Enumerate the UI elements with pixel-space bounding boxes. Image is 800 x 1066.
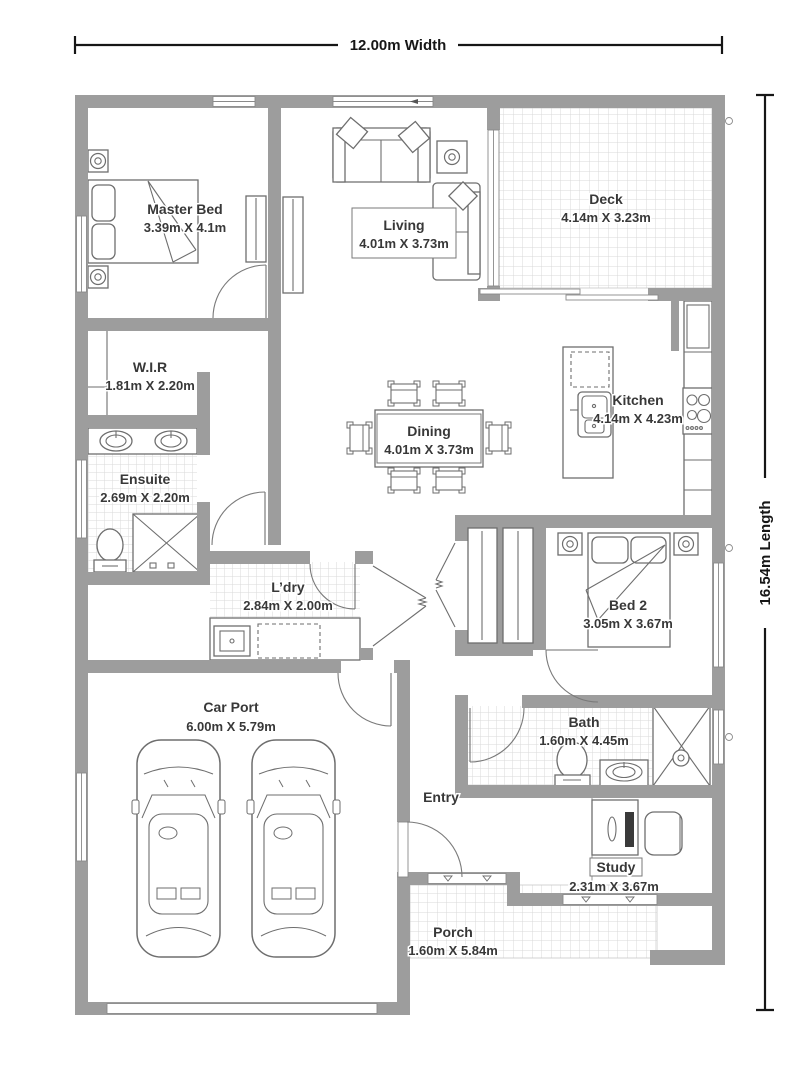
wall-master-south bbox=[75, 318, 281, 331]
dining-chair bbox=[388, 468, 420, 493]
room-label-master-bed: Master Bed bbox=[147, 201, 223, 217]
room-label-wir: W.I.R bbox=[132, 359, 168, 375]
room-label-study: Study bbox=[596, 859, 636, 875]
wall-carport-east bbox=[397, 660, 410, 822]
wall-wir-ensuite bbox=[75, 415, 210, 428]
width-dimension-label: 12.00m Width bbox=[349, 37, 447, 54]
wall-living-deck-stub bbox=[487, 108, 500, 130]
room-dims-living: 4.01m X 3.73m bbox=[359, 236, 449, 251]
wall-master-living bbox=[268, 108, 281, 545]
window bbox=[428, 874, 506, 884]
room-dims-bath: 1.60m X 4.45m bbox=[539, 733, 629, 748]
sliding-door-rail bbox=[480, 289, 580, 294]
room-label-ensuite: Ensuite bbox=[119, 471, 171, 487]
sliding-door-rail bbox=[566, 295, 658, 300]
room-label-deck: Deck bbox=[589, 191, 623, 207]
wall-exterior-right bbox=[712, 95, 725, 965]
car bbox=[132, 740, 225, 957]
wall-ensuite-south bbox=[75, 572, 210, 585]
wall-closet-south bbox=[455, 643, 533, 656]
pillow bbox=[92, 185, 115, 221]
wall-closet-divider bbox=[497, 528, 503, 643]
room-label-bath: Bath bbox=[568, 714, 600, 730]
shower-drain bbox=[673, 750, 689, 766]
door-jamb bbox=[360, 551, 373, 564]
room-label-porch: Porch bbox=[433, 924, 473, 940]
wall-wir-east bbox=[197, 372, 210, 455]
room-label-carport: Car Port bbox=[203, 699, 259, 715]
lamp-icon bbox=[679, 537, 694, 552]
room-dims-ldry: 2.84m X 2.00m bbox=[243, 598, 333, 613]
garage-opening bbox=[107, 1004, 377, 1014]
lamp-icon bbox=[445, 150, 460, 165]
room-dims-study: 2.31m X 3.67m bbox=[569, 879, 659, 894]
length-dimension-label: 16.54m Length bbox=[757, 500, 774, 606]
laundry-fixtures bbox=[210, 618, 360, 660]
lamp-icon bbox=[563, 537, 578, 552]
wall-bath-north bbox=[522, 695, 725, 708]
door-jamb bbox=[360, 648, 373, 660]
dining-chair bbox=[433, 468, 465, 493]
room-dims-porch: 1.60m X 5.84m bbox=[408, 943, 498, 958]
wall-bath-south bbox=[455, 785, 725, 798]
wall-bottom-right bbox=[650, 950, 725, 965]
room-dims-wir: 1.81m X 2.20m bbox=[105, 378, 195, 393]
chaise-back bbox=[468, 192, 480, 274]
window bbox=[563, 895, 657, 905]
room-label-living: Living bbox=[383, 217, 425, 233]
dining-chair bbox=[433, 381, 465, 406]
wall-kitchen-nook bbox=[671, 301, 679, 351]
pillow bbox=[92, 224, 115, 259]
room-label-dining: Dining bbox=[407, 423, 451, 439]
wall-carport-north bbox=[75, 660, 341, 673]
monitor-icon bbox=[625, 812, 634, 847]
door-jamb bbox=[455, 528, 468, 541]
room-dims-ensuite: 2.69m X 2.20m bbox=[100, 490, 190, 505]
lamp-icon bbox=[91, 154, 106, 169]
dining-chair bbox=[486, 422, 511, 454]
room-dims-carport: 6.00m X 5.79m bbox=[186, 719, 276, 734]
room-dims-deck: 4.14m X 3.23m bbox=[561, 210, 651, 225]
toilet bbox=[97, 529, 123, 561]
wall-bed2-west bbox=[533, 528, 546, 650]
dining-chair bbox=[347, 422, 372, 454]
room-label-ldry: L’dry bbox=[271, 579, 305, 595]
wall-laundry-north bbox=[210, 551, 310, 564]
wall-bath-west bbox=[455, 695, 468, 798]
car bbox=[247, 740, 340, 957]
room-dims-dining: 4.01m X 3.73m bbox=[384, 442, 474, 457]
room-dims-bed2: 3.05m X 3.67m bbox=[583, 616, 673, 631]
lamp-icon bbox=[91, 270, 106, 285]
room-label-kitchen: Kitchen bbox=[612, 392, 664, 408]
room-dims-master-bed: 3.39m X 4.1m bbox=[143, 220, 227, 235]
wall-ensuite-east bbox=[197, 502, 210, 585]
room-label-entry: Entry bbox=[423, 789, 459, 805]
wall-kitchen-bed2 bbox=[455, 515, 725, 528]
entry-door-leaf bbox=[398, 822, 408, 877]
wall-deck-south bbox=[648, 288, 725, 301]
wall-wir-east bbox=[197, 318, 210, 331]
pillow bbox=[592, 537, 628, 563]
room-label-bed2: Bed 2 bbox=[608, 597, 648, 613]
room-dims-kitchen: 4.14m X 4.23m bbox=[593, 411, 683, 426]
dining-chair bbox=[388, 381, 420, 406]
door-jamb bbox=[455, 630, 468, 643]
office-chair bbox=[645, 812, 682, 855]
